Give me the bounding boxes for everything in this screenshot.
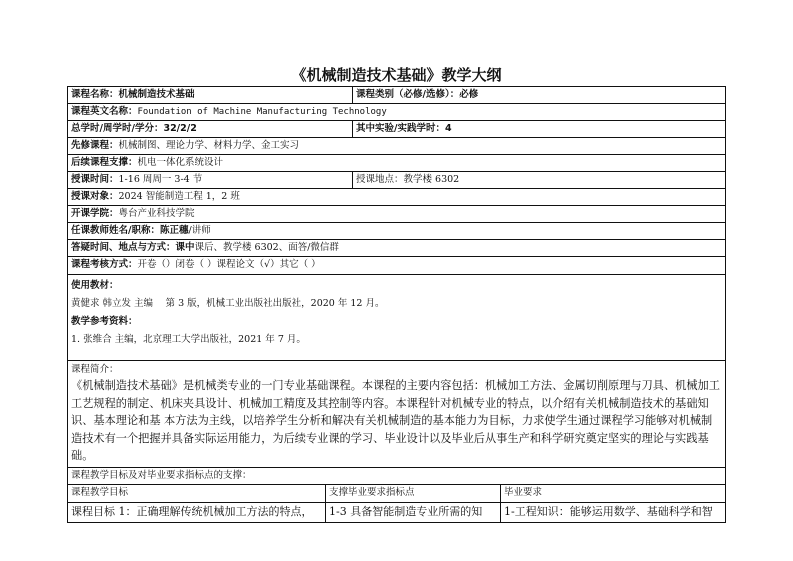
requirement-cell: 1-工程知识：能够运用数学、基础科学和智: [504, 504, 713, 518]
assessment: 开卷（）闭卷（ ）课程论文（√）其它（ ）: [137, 259, 321, 270]
hours: 32/2/2: [163, 123, 197, 134]
label: 任课教师姓名/职称：: [71, 225, 160, 236]
row-qa: [68, 240, 725, 257]
syllabus-table: [67, 86, 726, 523]
label: 授课时间：: [71, 174, 119, 185]
table-row: [68, 503, 725, 522]
header-indicator: 支撑毕业要求指标点: [326, 485, 501, 502]
row-prereq: [68, 138, 725, 155]
row-assessment: [68, 257, 725, 275]
row-course-name: [68, 87, 725, 104]
label: 开课学院：: [71, 208, 119, 219]
intro-text: 《机械制造技术基础》是机械类专业的一门专业基础课程。本课程的主要内容包括：机械加工方法、金属切削原理与刀具、机械加工工艺规程的制定、机床夹具设计、机械加工精度及其控制等内容。本课程针对机械专业的特点，以介绍有关机械制造技术的基础知识、基本理论和基 本方法为主线，以培养学生分析和解决有关机械制造的基本能力为目标，力求使学生通过课程学习能够对机械制造技术有一个把握并具备实际运用能力，为后续专业课的学习、毕业设计以及毕业后从事生产和科学研究奠定坚实的理论与实践基础。: [71, 379, 720, 462]
place: 授课地点：教学楼 6302: [356, 174, 460, 185]
document-title: 《机械制造技术基础》教学大纲: [291, 66, 502, 84]
label: 其中实验/实践学时：: [356, 123, 445, 134]
intro-label: 课程简介：: [71, 364, 119, 375]
row-english-name: [68, 104, 725, 121]
reference-label: 教学参考资料：: [71, 316, 138, 327]
time: 1-16 周周一 3-4 节: [118, 174, 203, 185]
label: 总学时/周学时/学分：: [71, 123, 164, 134]
textbook-label: 使用教材：: [71, 280, 119, 291]
header-objective: 课程教学目标: [68, 485, 326, 502]
label: 课程类别（必修/选修）：: [356, 89, 460, 100]
row-followup: [68, 155, 725, 172]
label: 先修课程：: [71, 140, 119, 151]
english-name: Foundation of Machine Manufacturing Technology: [137, 107, 387, 117]
label: 课程考核方式：: [71, 259, 138, 270]
materials-block: [68, 275, 725, 361]
objectives-label-row: [68, 468, 725, 485]
objective-cell: 课程目标 1：正确理解传统机械加工方法的特点，: [68, 503, 326, 522]
target: 2024 智能制造工程 1，2 班: [118, 191, 240, 202]
row-time: [68, 172, 725, 189]
objectives-label: 课程教学目标及对毕业要求指标点的支撑：: [71, 469, 252, 481]
qa-bold: 课中: [175, 242, 195, 253]
row-college: [68, 206, 725, 223]
row-hours: [68, 121, 725, 138]
textbook: 黄健求 韩立发 主编 第 3 版，机械工业出版社出版社，2020 年 12 月。: [71, 298, 385, 309]
course-type: 必修: [459, 89, 479, 100]
teacher-name: 陈正穗: [159, 225, 189, 236]
label: 答疑时间、地点与方式：: [71, 242, 176, 253]
qa: 课后、教学楼 6302、面答/微信群: [194, 242, 339, 253]
indicator-cell: 1-3 具备智能制造专业所需的知: [326, 503, 501, 522]
course-name: 机械制造技术基础: [118, 89, 195, 100]
lab-hours: 4: [444, 123, 452, 134]
label: 课程英文名称：: [71, 106, 138, 117]
followup: 机电一体化系统设计: [137, 157, 224, 168]
intro-block: [68, 361, 725, 468]
row-teacher: [68, 223, 725, 240]
header-requirement: 毕业要求: [504, 486, 543, 498]
college: 粤台产业科技学院: [118, 208, 195, 219]
reference: 1. 张维合 主编，北京理工大学出版社，2021 年 7 月。: [71, 334, 306, 345]
teacher-title: /讲师: [188, 225, 211, 236]
prereq: 机械制图、理论力学、材料力学、金工实习: [118, 140, 300, 151]
label: 课程名称：: [71, 89, 119, 100]
label: 后续课程支撑：: [71, 157, 138, 168]
objectives-header: [68, 485, 725, 503]
row-target: [68, 189, 725, 206]
label: 授课对象：: [71, 191, 119, 202]
